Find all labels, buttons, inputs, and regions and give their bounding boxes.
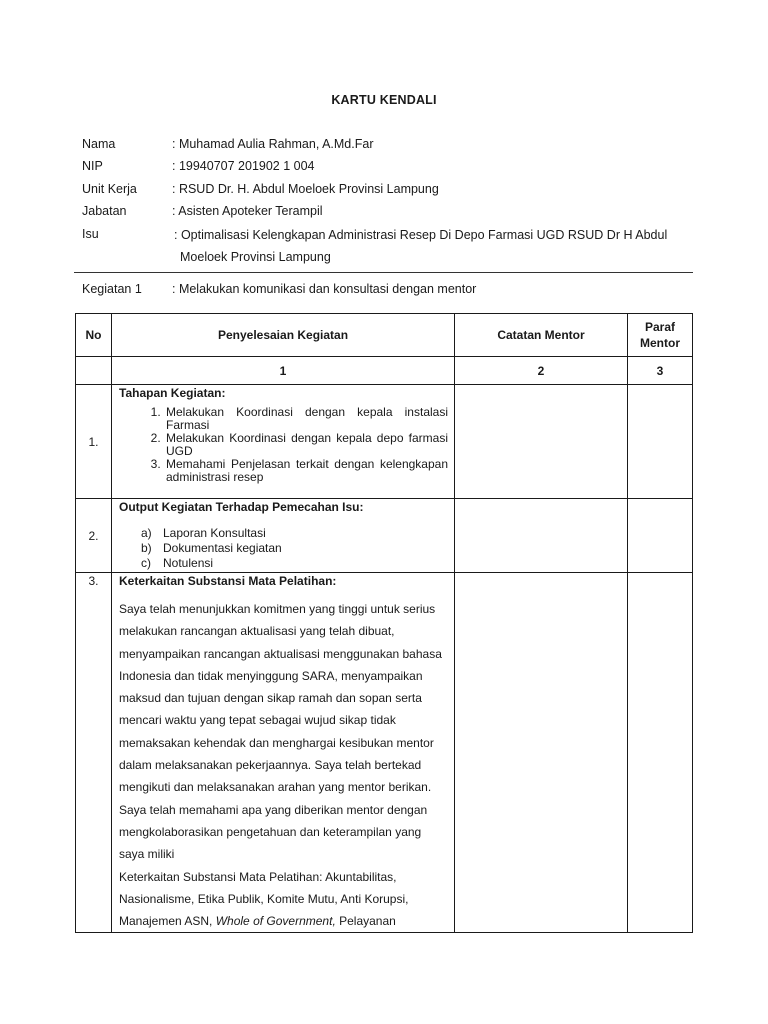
table-row bbox=[76, 499, 693, 573]
paragraph bbox=[119, 866, 444, 933]
column-number: 3 bbox=[628, 357, 693, 385]
row-number: 1. bbox=[76, 385, 112, 499]
identity-value: : Asisten Apoteker Terampil bbox=[172, 204, 323, 218]
identity-value: : 19940707 201902 1 004 bbox=[172, 159, 315, 173]
row-number: 2. bbox=[76, 499, 112, 573]
row-content bbox=[112, 499, 455, 573]
empty-cell bbox=[76, 357, 112, 385]
list-item: 3. Memahami Penjelasan terkait dengan kelengkapan administrasi resep bbox=[164, 458, 448, 484]
kegiatan-label: Kegiatan 1 bbox=[82, 282, 142, 296]
substansi-text bbox=[119, 598, 444, 932]
column-number: 1 bbox=[112, 357, 455, 385]
table-row bbox=[76, 573, 693, 933]
list-item bbox=[141, 556, 454, 571]
section-title: Tahapan Kegiatan: bbox=[119, 386, 226, 400]
list-text: Laporan Konsultasi bbox=[163, 526, 266, 540]
divider bbox=[74, 272, 693, 273]
table-row bbox=[76, 385, 693, 499]
kegiatan-value: : Melakukan komunikasi dan konsultasi dengan mentor bbox=[172, 282, 477, 296]
page-title: KARTU KENDALI bbox=[331, 93, 437, 107]
catatan-cell bbox=[455, 385, 628, 499]
section-title: Output Kegiatan Terhadap Pemecahan Isu: bbox=[119, 500, 364, 514]
paraf-cell bbox=[628, 385, 693, 499]
activity-table bbox=[75, 313, 693, 933]
list-item: 2. Melakukan Koordinasi dengan kepala depo farmasi UGD bbox=[164, 432, 448, 458]
header-penyelesaian: Penyelesaian Kegiatan bbox=[112, 314, 455, 357]
column-number-row bbox=[76, 357, 693, 385]
identity-label: NIP bbox=[82, 159, 103, 173]
list-item bbox=[141, 526, 454, 541]
paraf-cell bbox=[628, 573, 693, 933]
list-text: Dokumentasi kegiatan bbox=[163, 541, 282, 555]
isu-value bbox=[174, 224, 694, 268]
list-marker: a) bbox=[141, 526, 152, 540]
text-run: Pelayanan bbox=[335, 914, 396, 929]
identity-label: Nama bbox=[82, 137, 116, 151]
header-no: No bbox=[76, 314, 112, 357]
table-header-row bbox=[76, 314, 693, 357]
section-title: Keterkaitan Substansi Mata Pelatihan: bbox=[119, 574, 337, 588]
identity-label: Isu bbox=[82, 227, 99, 241]
catatan-cell bbox=[455, 499, 628, 573]
column-number: 2 bbox=[455, 357, 628, 385]
identity-value: : Muhamad Aulia Rahman, A.Md.Far bbox=[172, 137, 374, 151]
row-number: 3. bbox=[76, 573, 112, 933]
steps-list bbox=[112, 406, 448, 484]
output-list bbox=[112, 526, 454, 571]
italic-text: Whole of Government, bbox=[215, 914, 336, 929]
row-content bbox=[112, 573, 455, 933]
list-marker: b) bbox=[141, 541, 152, 555]
paragraph: Saya telah menunjukkan komitmen yang tinggi untuk serius melakukan rancangan aktualisasi yang telah dibuat, menyampaikan rancangan aktualisasi menggunakan bahasa Indonesia dan tidak menyinggung SARA, menyampaikan maksud dan tujuan dengan sikap ramah dan sopan serta mencari waktu yang tepat sebagai wujud sikap tidak memaksakan kehendak dan menghargai kesibukan mentor dalam melaksanakan pekerjaannya. Saya telah bertekad mengikuti dan melaksanakan arahan yang mentor berikan. Saya telah memahami apa yang diberikan mentor dengan mengkolaborasikan pengetahuan dan keterampilan yang saya miliki bbox=[119, 602, 442, 862]
identity-value: : RSUD Dr. H. Abdul Moeloek Provinsi Lampung bbox=[172, 182, 439, 196]
identity-label: Jabatan bbox=[82, 204, 127, 218]
isu-line-2: Moeloek Provinsi Lampung bbox=[180, 250, 331, 264]
list-marker: c) bbox=[141, 556, 151, 570]
catatan-cell bbox=[455, 573, 628, 933]
list-item: 1. Melakukan Koordinasi dengan kepala instalasi Farmasi bbox=[164, 406, 448, 432]
text-run: Keterkaitan Substansi Mata Pelatihan: Akuntabilitas, Nasionalisme, Etika Publik, Komite Mutu, Anti Korupsi, Manajemen ASN, bbox=[119, 869, 409, 929]
list-item bbox=[141, 541, 454, 556]
row-content bbox=[112, 385, 455, 499]
paraf-cell bbox=[628, 499, 693, 573]
header-paraf: Paraf Mentor bbox=[628, 314, 693, 357]
isu-line-1: : Optimalisasi Kelengkapan Administrasi Resep Di Depo Farmasi UGD RSUD Dr H Abdul bbox=[174, 228, 668, 242]
list-text: Notulensi bbox=[163, 556, 214, 570]
identity-label: Unit Kerja bbox=[82, 182, 137, 196]
header-catatan: Catatan Mentor bbox=[455, 314, 628, 357]
